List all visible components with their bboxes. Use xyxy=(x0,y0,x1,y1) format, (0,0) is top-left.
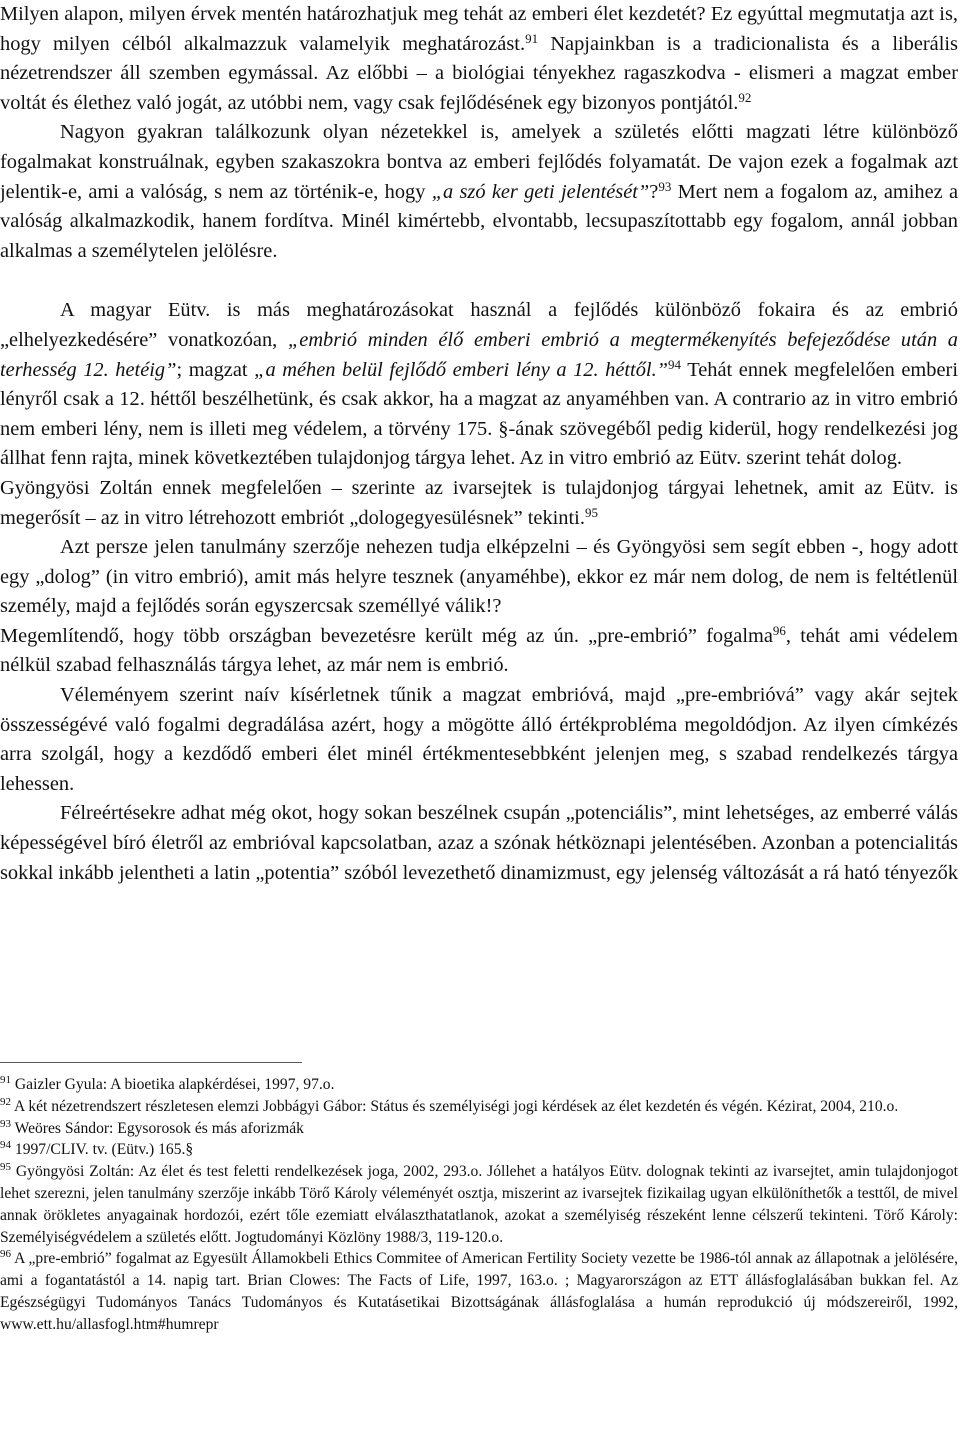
footnote-number: 93 xyxy=(0,1117,11,1130)
footnote-92: $^{92}$ A két nézetrendszert részletesen elemzi Jobbágyi Gábor: Státus és személyiségi jogi kérdések az élet kezdetén és végén. Kézirat, 2004, 210.o. xyxy=(0,1095,899,1115)
footnote-number: 96 xyxy=(0,1248,11,1261)
paragraph-1: Milyen alapon, milyen érvek mentén határozhatjuk meg tehát az emberi élet kezdetét? Ez egyúttal megmutatja azt is, hogy milyen célból alkalmazzuk valamelyik meghatározást.$^{91}$ Napjainkban is a tradicionalista és a liberális nézetrendszer áll szemben egymással. Az előbbi – a biológiai tényekhez ragaszkodva - elismeri a magzat ember voltát és élethez való jogát, az utóbbi nem, vagy csak fejlődésének egy bizonyos pontjától.$^{92}$ xyxy=(0,3,958,114)
paragraph-3: A magyar Eütv. is más meghatározásokat használ a fejlődés különböző fokaira és az embrió „elhelyezkedésére” vonatkozóan, „embrió minden élő emberi embrió a megtermékenyítés befejeződése után a terhesség 12. hetéig”; magzat „a méhen belül fejlődő emberi lény a 12. héttől.”$^{94}$ Tehát ennek megfelelően emberi lényről csak a 12. héttől beszélhetünk, és csak akkor, ha a magzat az anyaméhben van. A contrario az in vitro embrió nem emberi lény, nem is illeti meg védelem, a törvény 175. §-ának szövegéből pedig kiderül, hogy rendelkezési jog állhat fenn rajta, minek következtében tulajdonjog tárgya lehet. Az in vitro embrió az Eütv. szerint tehát dolog. xyxy=(0,299,958,470)
footnote-number: 94 xyxy=(0,1139,11,1152)
footnote-number: 95 xyxy=(0,1161,11,1174)
footnote-91: $^{91}$ Gaizler Gyula: A bioetika alapkérdései, 1997, 97.o. xyxy=(0,1073,335,1093)
footnote-ref-92[interactable]: 92 xyxy=(738,89,752,105)
paragraph-7: Véleményem szerint naív kísérletnek tűnik a magzat embrióvá, majd „pre-embrióvá” vagy akár sejtek összességévé való fogalmi degradálása azért, hogy a mögötte álló értékprobléma megoldódjon. Az ilyen címkézés arra szolgál, hogy a kezdődő emberi élet minél értékmentesebbként jelenjen meg, s szabad rendelkezés tárgya lehessen. xyxy=(0,684,958,795)
quote: „a szó ker geti jelentését” xyxy=(431,180,650,203)
definition-embryo: „embrió minden élő emberi embrió a megtermékenyítés befejeződése után a terhesség 12. hetéig” xyxy=(0,328,958,381)
paragraph-5: Azt persze jelen tanulmány szerzője nehezen tudja elképzelni – és Gyöngyösi sem segít ebben -, hogy adott egy „dolog” (in vitro embrió), amit más helyre tesznek (anyaméhbe), ekkor ez már nem dolog, de nem is feltétlenül személy, majd a fejlődés során egyszercsak személlyé válik!? xyxy=(0,536,958,618)
footnote-94: $^{94}$ 1997/CLIV. tv. (Eütv.) 165.§ xyxy=(0,1139,194,1159)
paragraph-4: Gyöngyösi Zoltán ennek megfelelően – szerinte az ivarsejtek is tulajdonjog tárgyai lehetnek, amit az Eütv. is megerősít – az in vitro létrehozott embriót „dologegyesülésnek” tekinti.$^{95}$ xyxy=(0,476,958,529)
footnote-separator xyxy=(0,1062,302,1063)
paragraph-8: Félreértésekre adhat még okot, hogy sokan beszélnek csupán „potenciális”, mint lehetséges, az emberré válás képességével bíró életről az embrióval kapcsolatban, azaz a szónak hétköznapi jelentésében. Azonban a potencialitás sokkal inkább jelentheti a latin „potentia” szóból levezethető dinamizmust, egy jelenség változását a rá ható tényezők xyxy=(0,802,959,884)
footnote-93: $^{93}$ Weöres Sándor: Egysorosok és más aforizmák xyxy=(0,1117,304,1137)
footnote-ref-93[interactable]: 93 xyxy=(658,178,672,194)
footnote-ref-96[interactable]: 96 xyxy=(772,622,786,638)
footnotes xyxy=(0,1074,958,1336)
definition-fetus: „a méhen belül fejlődő emberi lény a 12. héttől.” xyxy=(254,358,669,381)
footnote-ref-94[interactable]: 94 xyxy=(668,356,682,372)
paragraph-6: Megemlítendő, hogy több országban bevezetésre került még az ún. „pre-embrió” fogalma$^{96}$, tehát ami védelem nélkül szabad felhasználás tárgya lehet, az már nem is embrió. xyxy=(0,622,959,677)
footnote-number: 91 xyxy=(0,1073,11,1086)
footnote-95: $^{95}$ Gyöngyösi Zoltán: Az élet és test feletti rendelkezések joga, 2002, 293.o. Jóllehet a hatályos Eütv. dolognak tekinti az ivarsejtet, amin tulajdonjogot lehet szerezni, jelen tanulmány szerzője inkább Törő Károly véleményét osztja, miszerint az ivarsejtek fizikailag ugyan elkülöníthetők a testtől, de mivel annak örökletes anyagainak hordozói, ezért tőle ezemiatt elválaszthatatlanok, azokat a személyiség részeként lenne célszerű tekinteni. Törő Károly: Személyiségvédelem a születés előtt. Jogtudományi Közlöny 1988/3, 119-120.o. xyxy=(0,1161,958,1246)
footnote-number: 92 xyxy=(0,1095,11,1108)
footnote-ref-95[interactable]: 95 xyxy=(584,504,598,520)
paragraph-2: Nagyon gyakran találkozunk olyan nézetekkel is, amelyek a születés előtti magzati létre különböző fogalmakat konstruálnak, egyben szakaszokra bontva az emberi fejlődés folyamatát. De vajon ezek a fogalmak azt jelentik-e, ami a valóság, s nem az történik-e, hogy „a szó ker geti jelentését”?$^{93}$ Mert nem a fogalom az, amihez a valóság alkalmazkodik, hanem fordítva. Minél kimértebb, elvontabb, lecsupaszítottabb egy fogalom, annál jobban alkalmas a személytelen jelölésre. xyxy=(0,121,959,262)
footnote-96: $^{96}$ A „pre-embrió” fogalmat az Egyesült Államokbeli Ethics Commitee of American Fertility Society vezette be 1986-tól annak az állapotnak a jelölésére, ami a fogantatástól a 14. napig tart. Brian Clowes: The Facts of Life, 1997, 163.o. ; Magyarországon az ETT állásfoglalásában bukkan fel. Az Egészségügyi Tudományos Tanács Tudományos és Kutatásetikai Bizottságának állásfoglalása a humán reprodukció új módszereiről, 1992, www.ett.hu/allasfogl.htm#humrepr xyxy=(0,1248,958,1333)
footnote-ref-91[interactable]: 91 xyxy=(525,30,539,46)
